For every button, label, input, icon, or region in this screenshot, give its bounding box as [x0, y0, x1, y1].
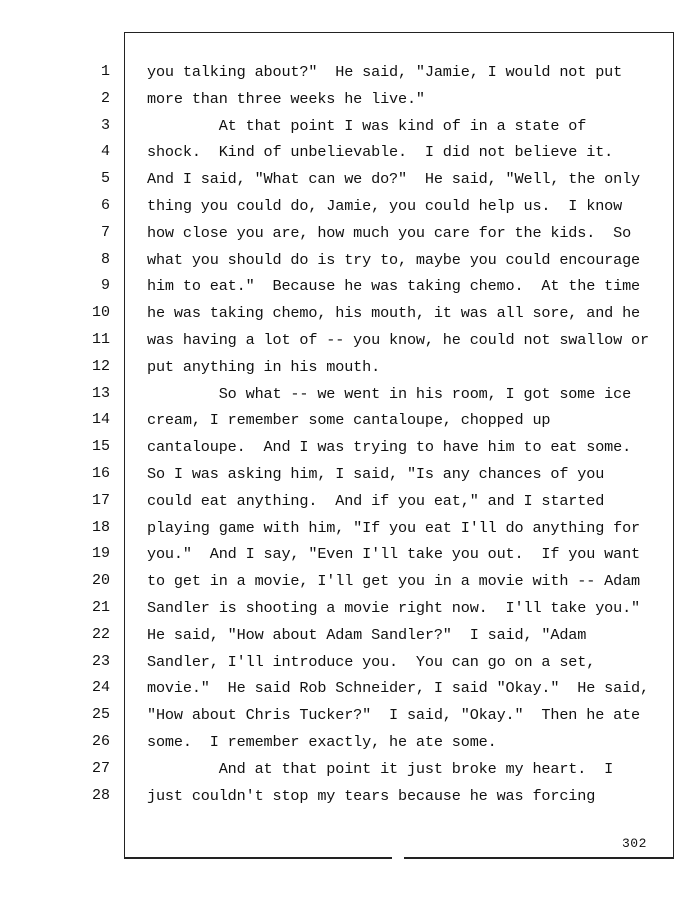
line-number: 8: [100, 250, 110, 268]
transcript-line: At that point I was kind of in a state of: [147, 116, 587, 135]
line-number: 12: [91, 357, 110, 375]
transcript-text-column: [147, 59, 667, 809]
line-number: 24: [91, 679, 110, 697]
transcript-line: And at that point it just broke my heart. I: [147, 759, 614, 778]
line-number: 2: [100, 89, 110, 107]
transcript-line: to get in a movie, I'll get you in a movie with -- Adam: [147, 572, 641, 591]
page-frame-top-border: [124, 32, 674, 33]
line-number: 9: [100, 277, 110, 295]
transcript-line: cantaloupe. And I was trying to have him to eat some.: [147, 438, 632, 457]
line-number: 23: [91, 652, 110, 670]
transcript-line: cream, I remember some cantaloupe, chopped up: [147, 411, 551, 430]
line-number: 19: [91, 545, 110, 563]
line-number: 4: [100, 143, 110, 161]
line-number: 11: [91, 330, 110, 348]
transcript-line: He said, "How about Adam Sandler?" I said, "Adam: [147, 625, 587, 644]
line-number: 25: [91, 706, 110, 724]
transcript-line: playing game with him, "If you eat I'll do anything for: [147, 518, 641, 537]
transcript-line: thing you could do, Jamie, you could help us. I know: [147, 196, 623, 215]
line-number: 7: [100, 223, 110, 241]
transcript-line: put anything in his mouth.: [147, 357, 381, 376]
line-number: 27: [91, 759, 110, 777]
transcript-line: shock. Kind of unbelievable. I did not believe it.: [147, 143, 614, 162]
transcript-line: you talking about?" He said, "Jamie, I would not put: [147, 63, 623, 81]
line-number: 22: [91, 625, 110, 643]
line-number-column: [70, 59, 110, 809]
transcript-line: could eat anything. And if you eat," and I started: [147, 491, 605, 510]
transcript-line: So I was asking him, I said, "Is any chances of you: [147, 464, 605, 483]
line-number: 18: [91, 518, 110, 536]
line-number: 1: [100, 63, 110, 80]
line-number: 3: [100, 116, 110, 134]
line-number: 6: [100, 196, 110, 214]
line-number: 26: [91, 732, 110, 750]
transcript-line: you." And I say, "Even I'll take you out. If you want: [147, 545, 641, 564]
page-frame-bottom-border-right: [404, 857, 674, 859]
line-number: 21: [91, 598, 110, 616]
transcript-line: So what -- we went in his room, I got some ice: [147, 384, 632, 403]
transcript-line: And I said, "What can we do?" He said, "Well, the only: [147, 170, 641, 189]
line-number: 20: [91, 572, 110, 590]
page-frame-right-border: [673, 32, 674, 858]
transcript-line: movie." He said Rob Schneider, I said "Okay." He said,: [147, 679, 649, 698]
transcript-line: how close you are, how much you care for the kids. So: [147, 223, 632, 242]
line-number: 13: [91, 384, 110, 402]
transcript-line: he was taking chemo, his mouth, it was all sore, and he: [147, 304, 641, 323]
transcript-line: just couldn't stop my tears because he was forcing: [147, 786, 596, 805]
page-number: 302: [622, 836, 647, 851]
line-number: 28: [91, 786, 110, 804]
transcript-line: him to eat." Because he was taking chemo. At the time: [147, 277, 641, 296]
line-number: 16: [91, 464, 110, 482]
transcript-line: was having a lot of -- you know, he could not swallow or: [147, 330, 649, 349]
line-number: 5: [100, 170, 110, 188]
transcript-line: Sandler, I'll introduce you. You can go on a set,: [147, 652, 596, 671]
page-frame-bottom-border-left: [124, 857, 392, 859]
line-number: 14: [91, 411, 110, 429]
transcript-line: more than three weeks he live.": [147, 89, 425, 108]
page-frame-left-border: [124, 32, 125, 858]
line-number: 17: [91, 491, 110, 509]
line-number: 15: [91, 438, 110, 456]
transcript-line: what you should do is try to, maybe you could encourage: [147, 250, 641, 269]
transcript-line: "How about Chris Tucker?" I said, "Okay." Then he ate: [147, 706, 641, 725]
transcript-line: some. I remember exactly, he ate some.: [147, 732, 497, 751]
transcript-line: Sandler is shooting a movie right now. I'll take you.": [147, 598, 641, 617]
line-number: 10: [91, 304, 110, 322]
